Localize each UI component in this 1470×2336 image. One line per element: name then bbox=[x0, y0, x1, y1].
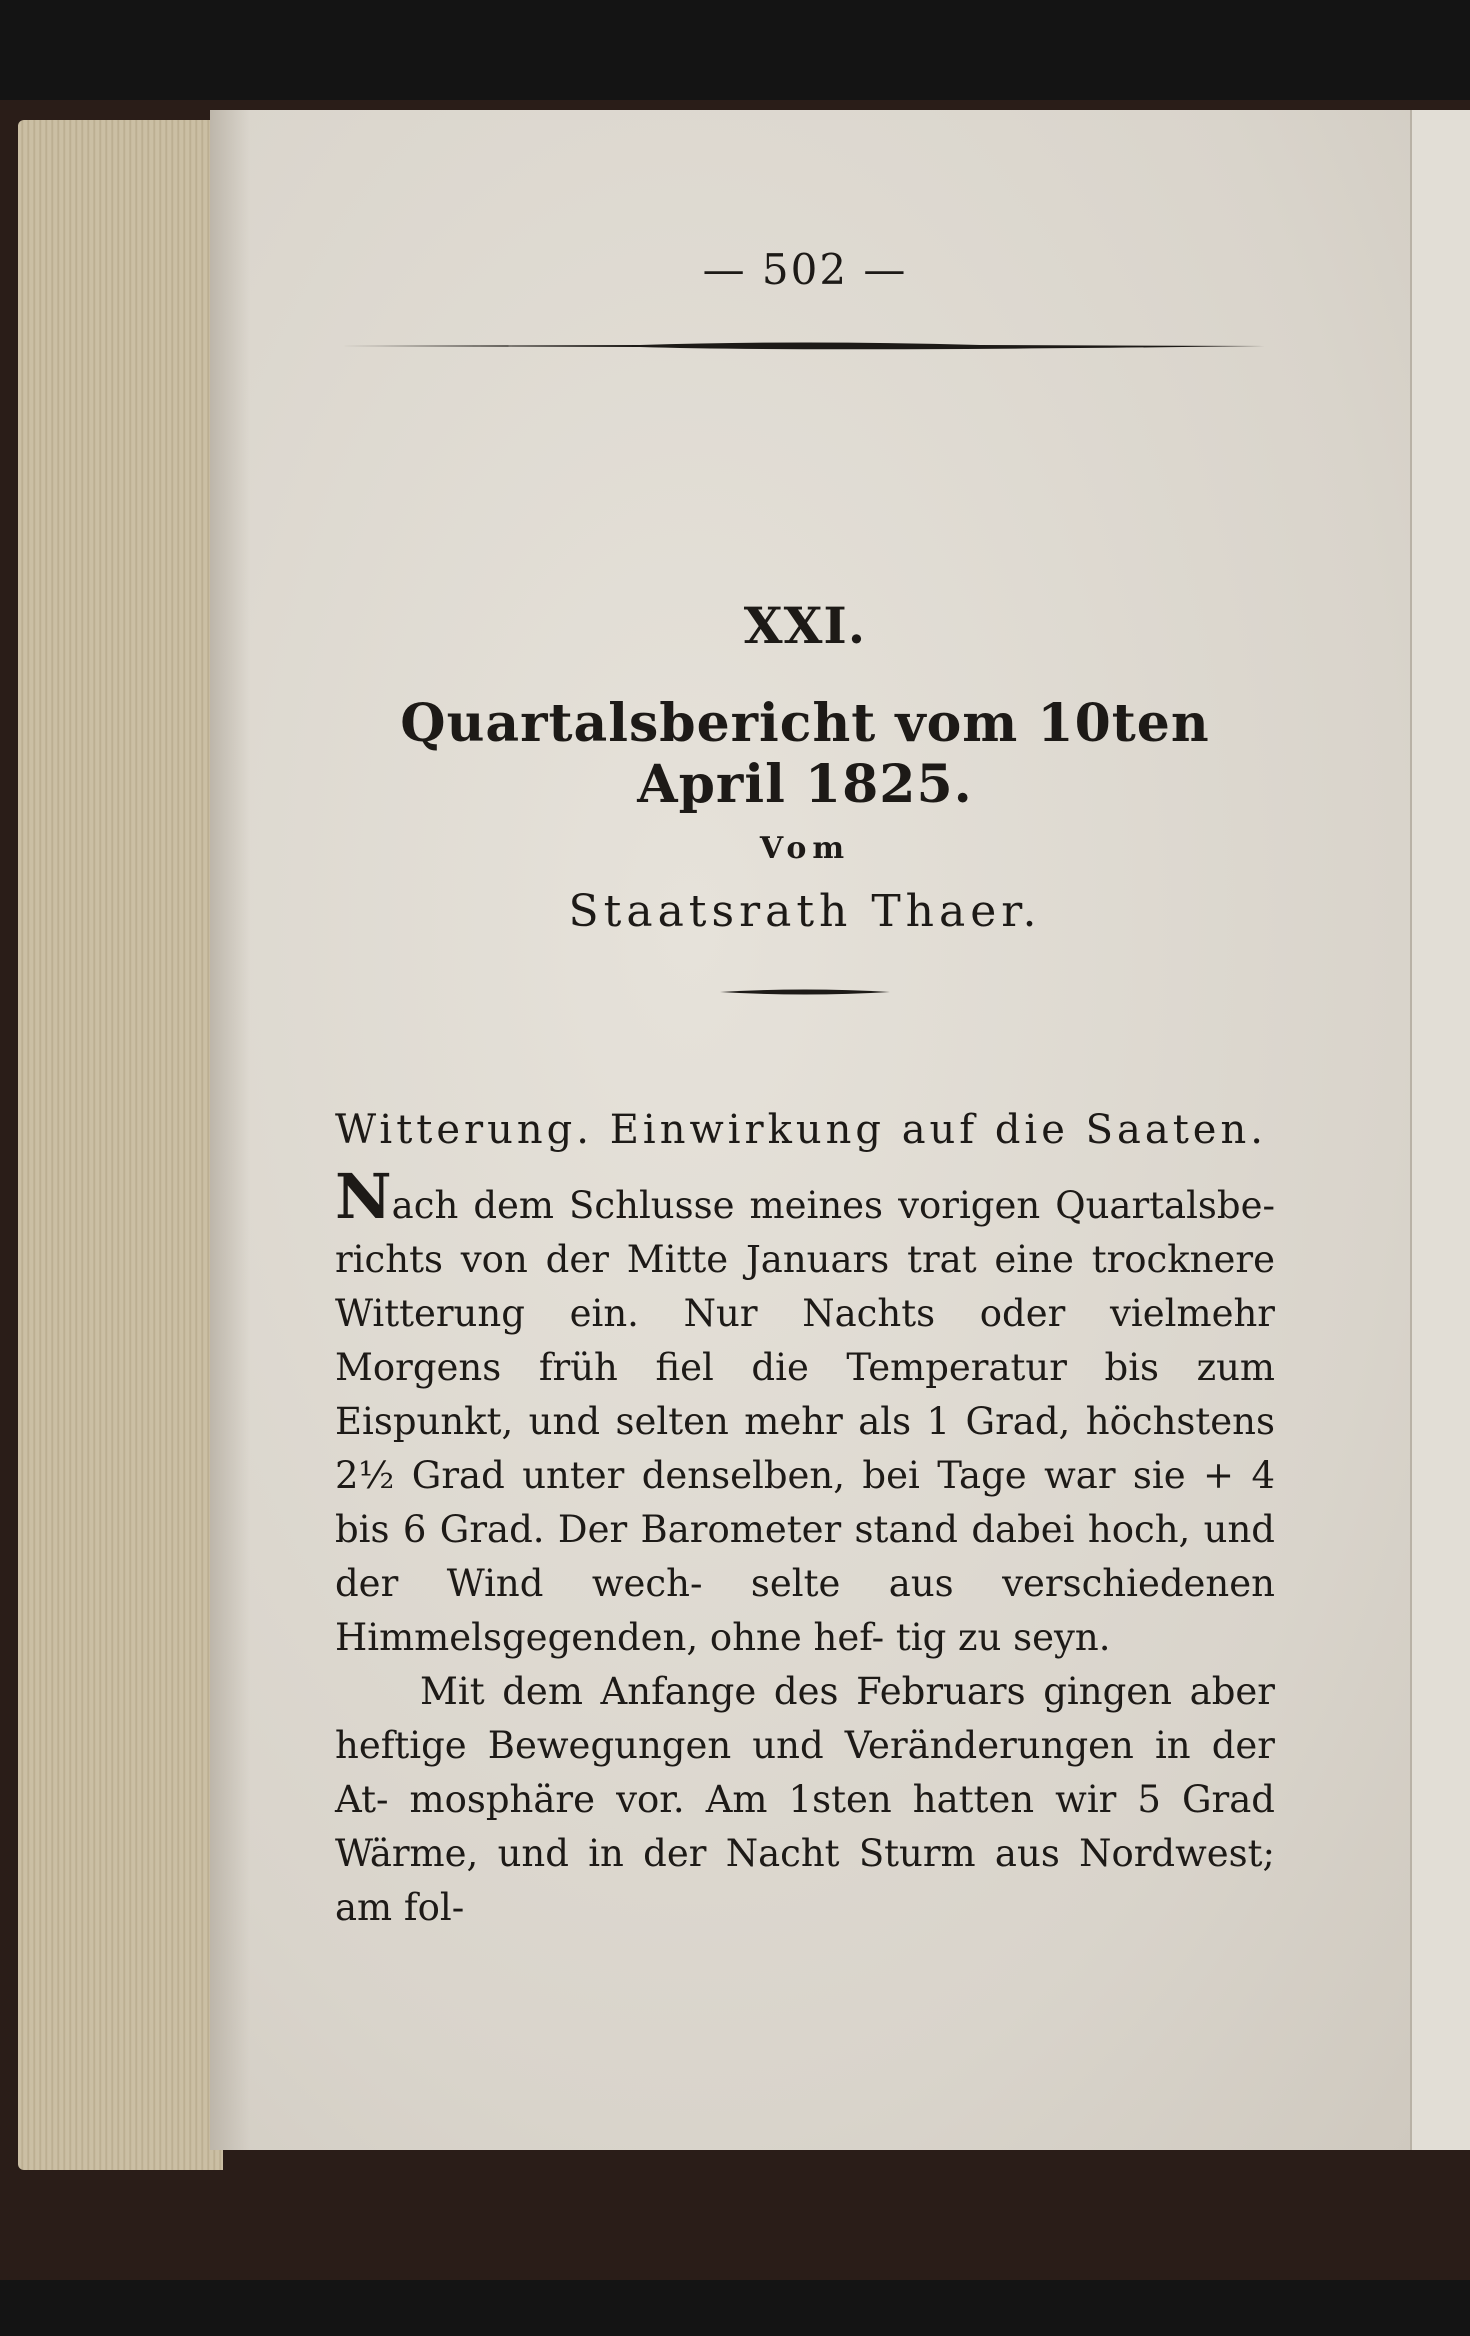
chapter-title: Quartalsbericht vom 10ten April 1825. bbox=[400, 693, 1210, 815]
author: Staatsrath Thaer. bbox=[568, 886, 1042, 937]
chapter-number: XXI. bbox=[743, 596, 867, 655]
header-rule bbox=[340, 340, 1265, 352]
title-divider bbox=[720, 987, 890, 997]
byline-prefix: Vom bbox=[759, 831, 851, 866]
page-gutter bbox=[210, 110, 250, 2150]
paragraph-2-text: Mit dem Anfange des Februars gingen aber heftige Bewegungen und Veränderungen in der At- mosphäre vor. Am 1sten hatten wir 5 Grad Wärme, und in der Nacht Sturm aus Nordwest; am fol- bbox=[335, 1670, 1275, 1929]
drop-cap: N bbox=[335, 1160, 392, 1233]
next-page-edge bbox=[1410, 110, 1470, 2150]
page-content bbox=[335, 240, 1275, 1935]
section-heading: Witterung. Einwirkung auf die Saaten. bbox=[335, 1107, 1267, 1153]
page-edges bbox=[18, 120, 223, 2170]
body-paragraph-1 bbox=[335, 1160, 1275, 1665]
paragraph-1-text: ach dem Schlusse meines vorigen Quartalsbe- richts von der Mitte Januars trat eine trocknere Witterung ein. Nur Nachts oder vielmehr Morgens früh fiel die Temperatur bis zum Eispunkt, und selten mehr als 1 Grad, höchstens 2½ Grad unter denselben, bei Tage war sie + 4 bis 6 Grad. Der Barometer stand dabei hoch, und der Wind wech- selte aus verschiedenen Himmelsgegenden, ohne hef- tig zu seyn. bbox=[335, 1184, 1275, 1659]
body-paragraph-2 bbox=[335, 1665, 1275, 1935]
page-number: — 502 — bbox=[702, 245, 908, 294]
